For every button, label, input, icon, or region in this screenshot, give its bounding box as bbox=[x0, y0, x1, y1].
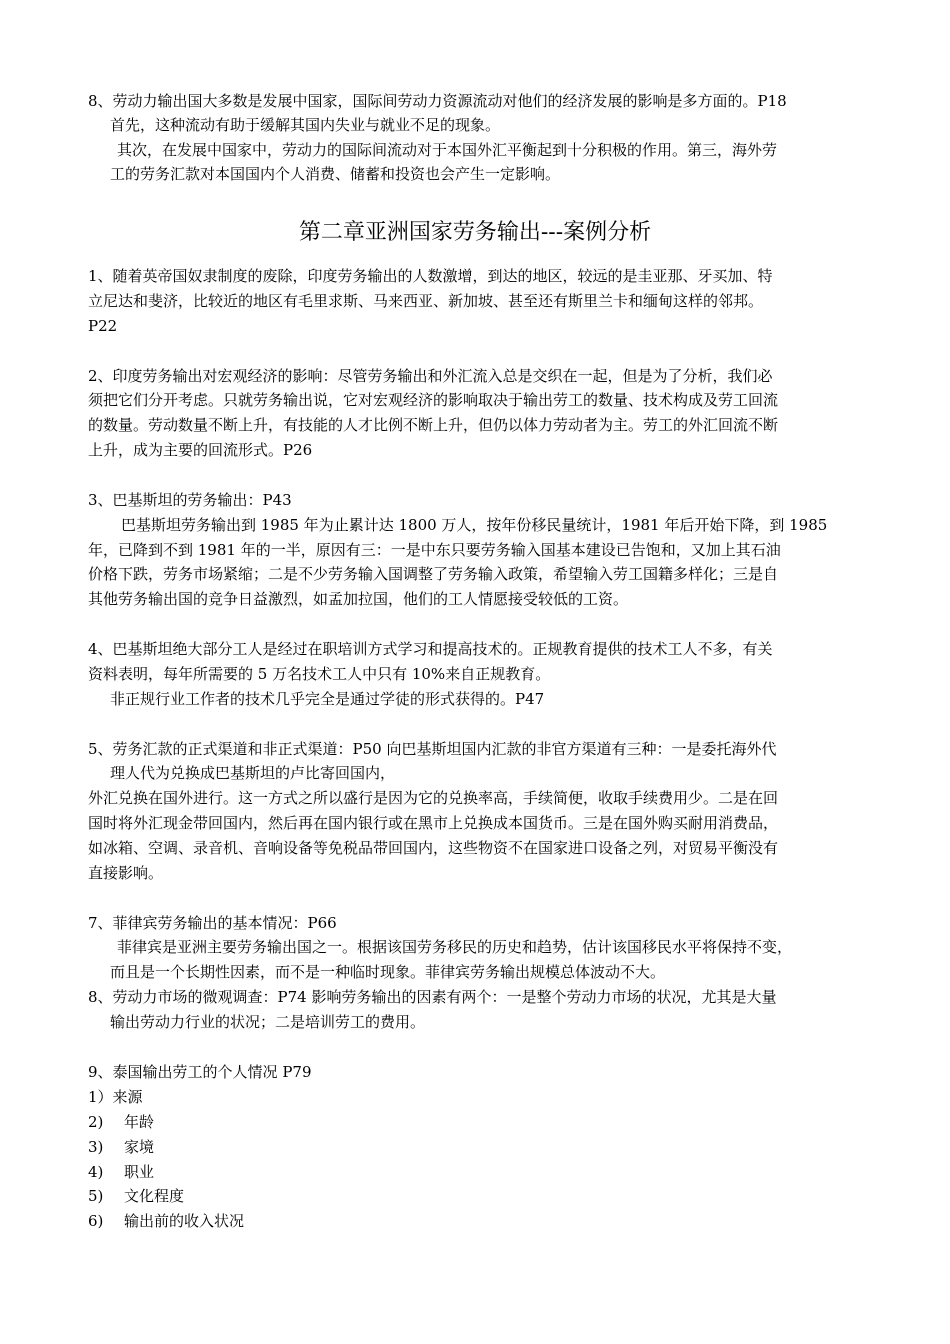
s3-line-1: 3、巴基斯坦的劳务输出：P43 bbox=[88, 491, 292, 509]
s2-line-1: 2、印度劳务输出对宏观经济的影响：尽管劳务输出和外汇流入总是交织在一起，但是为了分析，我们必 bbox=[88, 367, 773, 385]
s1-line-3: P22 bbox=[88, 317, 118, 335]
s5-line-5: 如冰箱、空调、录音机、音响设备等免税品带回国内，这些物资不在国家进口设备之列，对贸易平衡没有 bbox=[88, 839, 779, 857]
list-item-number: 2) bbox=[88, 1113, 104, 1131]
s4-line-3: 非正规行业工作者的技术几乎完全是通过学徒的形式获得的。P47 bbox=[110, 690, 545, 708]
s1-line-1: 1、随着英帝国奴隶制度的废除，印度劳务输出的人数激增，到达的地区，较远的是圭亚那、牙买加、特 bbox=[88, 267, 773, 285]
list-item-number: 4) bbox=[88, 1163, 104, 1181]
list-item bbox=[88, 1209, 244, 1233]
s3-line-3: 年，已降到不到 1981 年的一半，原因有三：一是中东只要劳务输入国基本建设已告饱和，又加上其石油 bbox=[88, 541, 781, 559]
s1-line-2: 立尼达和斐济，比较近的地区有毛里求斯、马来西亚、新加坡、甚至还有斯里兰卡和缅甸这样的邻邦。 bbox=[88, 292, 764, 310]
s4-line-2: 资料表明，每年所需要的 5 万名技术工人中只有 10%来自正规教育。 bbox=[88, 665, 551, 683]
s7-line-3: 而且是一个长期性因素，而不是一种临时现象。菲律宾劳务输出规模总体波动不大。 bbox=[110, 963, 666, 981]
list-item bbox=[88, 1184, 184, 1208]
intro-line-1: 8、劳动力输出国大多数是发展中国家，国际间劳动力资源流动对他们的经济发展的影响是多方面的。P18 bbox=[88, 92, 787, 110]
s5-line-3: 外汇兑换在国外进行。这一方式之所以盛行是因为它的兑换率高，手续简便，收取手续费用少。二是在回 bbox=[88, 789, 779, 807]
s5-line-2: 理人代为兑换成巴基斯坦的卢比寄回国内， bbox=[110, 764, 396, 782]
list-item-text: 文化程度 bbox=[124, 1187, 185, 1205]
s5-line-6: 直接影响。 bbox=[88, 864, 164, 882]
s5-line-4: 国时将外汇现金带回国内，然后再在国内银行或在黑市上兑换成本国货币。三是在国外购买耐用消费品， bbox=[88, 814, 779, 832]
s2-line-2: 须把它们分开考虑。只就劳务输出说，它对宏观经济的影响取决于输出劳工的数量、技术构成及劳工回流 bbox=[88, 391, 779, 409]
s3-line-2: 巴基斯坦劳务输出到 1985 年为止累计达 1800 万人，按年份移民量统计，1981 年后开始下降，到 1985 bbox=[121, 516, 828, 534]
list-item-text: 职业 bbox=[124, 1163, 155, 1181]
s8-line-1: 8、劳动力市场的微观调查：P74 影响劳务输出的因素有两个：一是整个劳动力市场的状况，尤其是大量 bbox=[88, 988, 777, 1006]
s2-line-3: 的数量。劳动数量不断上升，有技能的人才比例不断上升，但仍以体力劳动者为主。劳工的外汇回流不断 bbox=[88, 416, 779, 434]
s5-line-1: 5、劳务汇款的正式渠道和非正式渠道：P50 向巴基斯坦国内汇款的非官方渠道有三种：一是委托海外代 bbox=[88, 740, 777, 758]
s2-line-4: 上升，成为主要的回流形式。P26 bbox=[88, 441, 313, 459]
list-item-text: 输出前的收入状况 bbox=[124, 1212, 245, 1230]
s7-line-2: 菲律宾是亚洲主要劳务输出国之一。根据该国劳务移民的历史和趋势，估计该国移民水平将保持不变， bbox=[117, 938, 793, 956]
intro-line-2: 首先，这种流动有助于缓解其国内失业与就业不足的现象。 bbox=[110, 116, 501, 134]
s3-line-4: 价格下跌，劳务市场紧缩；二是不少劳务输入国调整了劳务输入政策，希望输入劳工国籍多样化；三是自 bbox=[88, 565, 779, 583]
s3-line-5: 其他劳务输出国的竞争日益激烈，如孟加拉国，他们的工人情愿接受较低的工资。 bbox=[88, 590, 629, 608]
list-item bbox=[88, 1135, 154, 1159]
list-item bbox=[88, 1110, 154, 1134]
list-item-number: 3) bbox=[88, 1138, 104, 1156]
s4-line-1: 4、巴基斯坦绝大部分工人是经过在职培训方式学习和提高技术的。正规教育提供的技术工人不多，有关 bbox=[88, 640, 773, 658]
chapter-title: 第二章亚洲国家劳务输出---案例分析 bbox=[298, 220, 652, 245]
s8-line-2: 输出劳动力行业的状况；二是培训劳工的费用。 bbox=[110, 1013, 426, 1031]
list-item-number: 5) bbox=[88, 1187, 104, 1205]
list-item-number: 6) bbox=[88, 1212, 104, 1230]
s7-line-1: 7、菲律宾劳务输出的基本情况：P66 bbox=[88, 914, 337, 932]
list-item bbox=[88, 1160, 154, 1184]
list-item-text: 年龄 bbox=[124, 1113, 155, 1131]
s9-heading: 9、泰国输出劳工的个人情况 P79 bbox=[88, 1063, 312, 1081]
intro-line-4: 工的劳务汇款对本国国内个人消费、储蓄和投资也会产生一定影响。 bbox=[110, 165, 561, 183]
s9-item-1: 1）来源 bbox=[88, 1088, 143, 1106]
list-item-text: 家境 bbox=[124, 1138, 155, 1156]
intro-line-3: 其次，在发展中国家中，劳动力的国际间流动对于本国外汇平衡起到十分积极的作用。第三，海外劳 bbox=[117, 141, 778, 159]
